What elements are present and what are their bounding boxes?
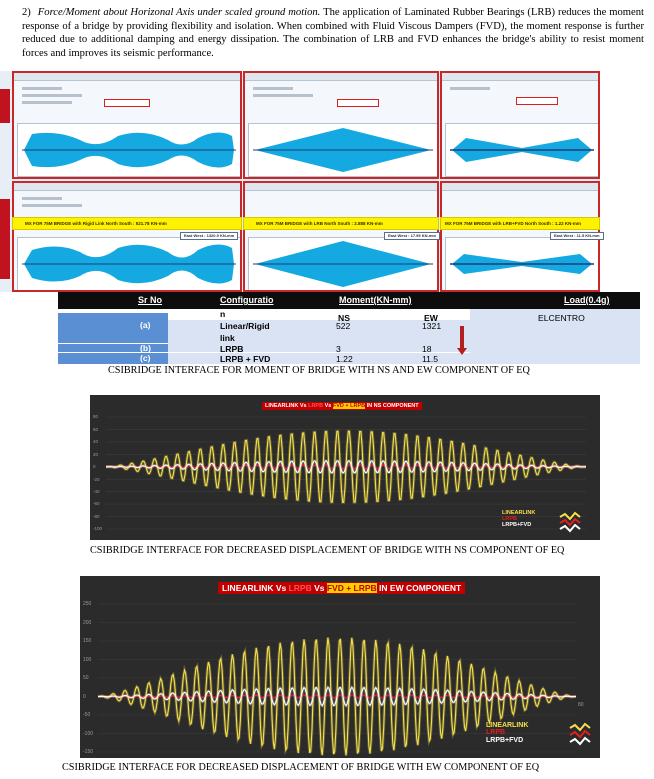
legend-lrpb: LRPB: [502, 515, 517, 522]
decrease-arrow-head: [457, 348, 467, 355]
moment-diagram: [446, 238, 598, 290]
y-tick-label: 200: [83, 619, 92, 626]
row-b-ns: 3: [336, 344, 341, 354]
moment-diagram: [18, 238, 240, 290]
paragraph-heading: Force/Moment about Horizonal Axis under scaled ground motion.: [37, 7, 321, 18]
chart-ns-legend: [502, 511, 535, 528]
panel-lrb-ns: [243, 71, 439, 179]
legend-swatch: [570, 724, 590, 730]
subheader-ns: NS: [338, 313, 350, 323]
east-west-label-lrbfvd: East West : 11.5 KN-mm: [550, 232, 604, 240]
panel-rigid-ns: [12, 71, 242, 179]
legend-lrpb: LRPB: [486, 729, 506, 737]
row-a-config: Linear/Rigid: [220, 321, 270, 331]
y-tick-label: -80: [93, 513, 100, 519]
caption-ns: CSIBRIDGE INTERFACE FOR DECREASED DISPLACEMENT OF BRIDGE WITH NS COMPONENT OF EQ: [90, 545, 565, 556]
y-tick-label: 80: [93, 414, 99, 420]
legend-lrpb-fvd: LRPB+FVD: [502, 521, 532, 528]
sidebar-red-strip: [0, 199, 10, 279]
moment-diagram: [18, 124, 240, 176]
csibridge-screenshot-grid: [0, 71, 600, 292]
y-tick-label: -20: [93, 476, 100, 482]
moment-plot: [248, 123, 438, 177]
east-west-label-rigid: East West : 1320.9 KN-mm: [180, 232, 238, 240]
y-tick-label: -100: [83, 730, 94, 737]
y-tick-label: 150: [83, 638, 92, 644]
moment-diagram: [446, 124, 598, 176]
header-configuration: Configuratio: [220, 295, 274, 305]
row-b-sr: (b): [140, 343, 151, 353]
header-configuration-cont: n: [220, 309, 226, 319]
moment-plot: [17, 237, 241, 291]
moment-results-table: [58, 292, 640, 364]
legend-lrpb-fvd: LRPB+FVD: [486, 736, 524, 744]
chart-ew-title: LINEARLINK Vs LRPB Vs FVD + LRPB IN EW COMPONENT: [218, 582, 465, 594]
paragraph-body: The application of Laminated Rubber Bearings (LRB) reduces the moment response of a bridge by providing flexibility and isolation. When combined with Fluid Viscous Dampers (FVD), the moment response is further reduced due to additional damping and energy dissipation. The combination of LRB and FVD enhances the bridge's ability to resist moment forces and improves its seismic performance.: [22, 7, 644, 59]
chart-ns-displacement: [90, 395, 600, 540]
y-tick-label: -50: [83, 712, 91, 718]
moment-plot: [17, 123, 241, 177]
row-b-config: LRPB: [220, 344, 244, 354]
east-west-label-lrb: East West : 17.95 KN-mm: [384, 232, 440, 240]
row-a-ew: 1321: [422, 321, 442, 331]
moment-plot: [248, 237, 438, 291]
chart-ew-legend: [486, 722, 528, 744]
y-tick-label: 250: [83, 601, 92, 607]
y-tick-label: 60: [93, 426, 99, 432]
row-c-ns: 1.22: [336, 354, 353, 364]
chart-ew-right-tick: 80: [578, 702, 584, 708]
moment-plot: [445, 237, 599, 291]
chart-ew-displacement: [80, 576, 600, 758]
y-tick-label: -60: [93, 501, 100, 507]
moment-label-rigid: MX FOR 75M BRIDGE with Rigid Link North South : 521.78 KN-mm: [12, 217, 242, 230]
row-a-sr: (a): [140, 320, 151, 330]
legend-swatch: [560, 513, 580, 519]
legend-swatch: [570, 738, 590, 744]
row-c-config: LRPB + FVD: [220, 354, 271, 364]
row-a-ns: 522: [336, 321, 351, 331]
header-load: Load(0.4g): [564, 295, 610, 305]
y-tick-label: -40: [93, 488, 100, 494]
y-tick-label: 0: [93, 464, 96, 470]
moment-plot: [445, 123, 599, 177]
row-c-ew: 11.5: [422, 354, 439, 364]
y-tick-label: 0: [83, 693, 86, 700]
moment-label-lrbfvd: MX FOR 75M BRIDGE with LRB+FVD North South : 1.22 KN-mm: [440, 217, 600, 230]
caption-moment: CSIBRIDGE INTERFACE FOR MOMENT OF BRIDGE WITH NS AND EW COMPONENT OF EQ: [108, 365, 530, 376]
sidebar-red-strip: [0, 89, 10, 123]
moment-diagram: [249, 124, 437, 176]
y-tick-label: 100: [83, 656, 92, 663]
caption-ew: CSIBRIDGE INTERFACE FOR DECREASED DISPLACEMENT OF BRIDGE WITH EW COMPONENT OF EQ: [62, 762, 540, 773]
legend-linearlink: LINEARLINK: [502, 510, 536, 516]
header-sr-no: Sr No: [138, 295, 163, 305]
moment-label-lrb: MX FOR 75M BRIDGE with LRB North South : 2.888 KN-mm: [243, 217, 439, 230]
legend-swatch: [570, 731, 590, 737]
row-a-config-line2: link: [220, 333, 235, 343]
y-tick-label: 50: [83, 675, 89, 681]
chart-ns-title: LINEARLINK Vs LRPB Vs FVD + LRPB IN NS COMPONENT: [262, 402, 422, 410]
y-tick-label: 40: [93, 439, 99, 445]
moment-diagram: [249, 238, 437, 290]
y-tick-label: -150: [83, 749, 94, 755]
row-b-ew: 18: [422, 344, 432, 354]
paragraph-number: 2): [22, 7, 31, 18]
y-tick-label: 20: [93, 451, 99, 457]
header-moment: Moment(KN-mm): [339, 295, 412, 305]
row-c-sr: (c): [140, 353, 151, 363]
table-header: [58, 292, 640, 309]
load-value: ELCENTRO: [538, 313, 585, 323]
subheader-ew: EW: [424, 313, 438, 323]
panel-lrbfvd-ns: [440, 71, 600, 179]
y-tick-label: -100: [93, 526, 103, 532]
intro-paragraph: [22, 6, 644, 60]
legend-linearlink: LINEARLINK: [486, 722, 529, 729]
